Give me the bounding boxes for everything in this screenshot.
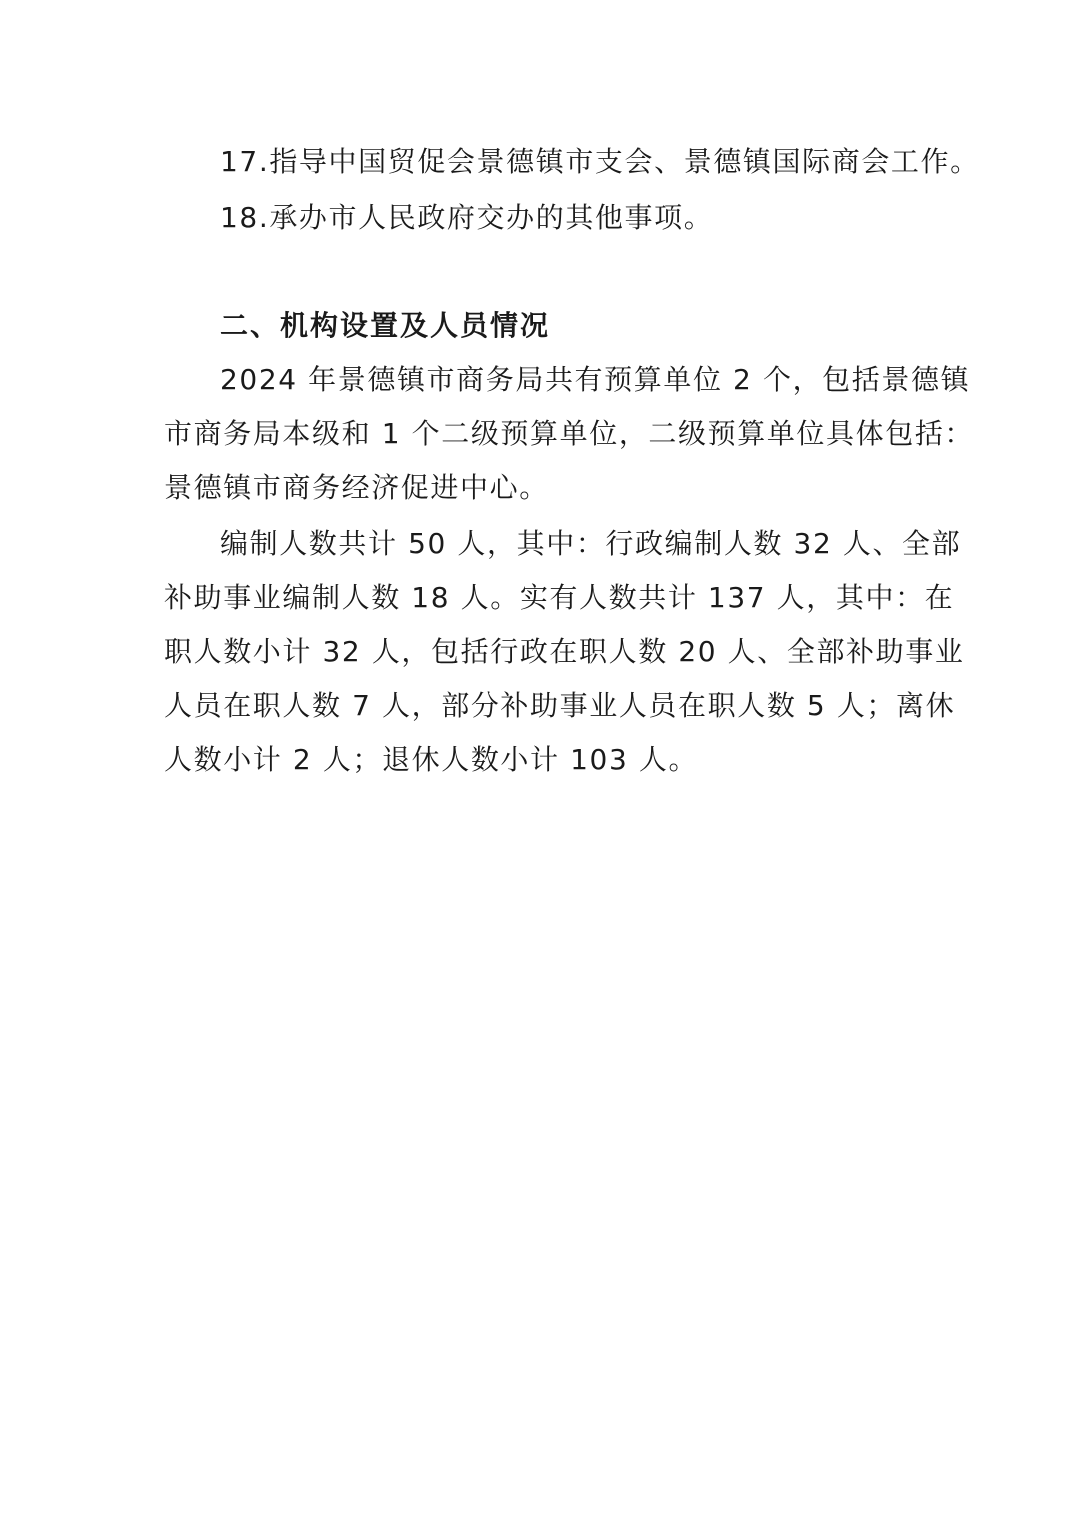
paragraph-2-line-4: 人员在职人数 7 人，部分补助事业人员在职人数 5 人；离休: [164, 689, 956, 722]
section-heading: 二、机构设置及人员情况: [220, 309, 551, 342]
paragraph-1-line-1: 2024 年景德镇市商务局共有预算单位 2 个，包括景德镇: [220, 363, 971, 396]
paragraph-2-line-2: 补助事业编制人数 18 人。实有人数共计 137 人，其中：在: [164, 581, 955, 614]
list-item-18: 18.承办市人民政府交办的其他事项。: [220, 201, 714, 234]
paragraph-1-line-2: 市商务局本级和 1 个二级预算单位，二级预算单位具体包括：: [164, 417, 975, 450]
paragraph-1-line-3: 景德镇市商务经济促进中心。: [164, 471, 549, 504]
paragraph-2-line-3: 职人数小计 32 人，包括行政在职人数 20 人、全部补助事业: [164, 635, 965, 668]
paragraph-2-line-5: 人数小计 2 人；退休人数小计 103 人。: [164, 743, 699, 776]
list-item-17: 17.指导中国贸促会景德镇市支会、景德镇国际商会工作。: [220, 145, 980, 178]
paragraph-2-line-1: 编制人数共计 50 人，其中：行政编制人数 32 人、全部: [220, 527, 962, 560]
